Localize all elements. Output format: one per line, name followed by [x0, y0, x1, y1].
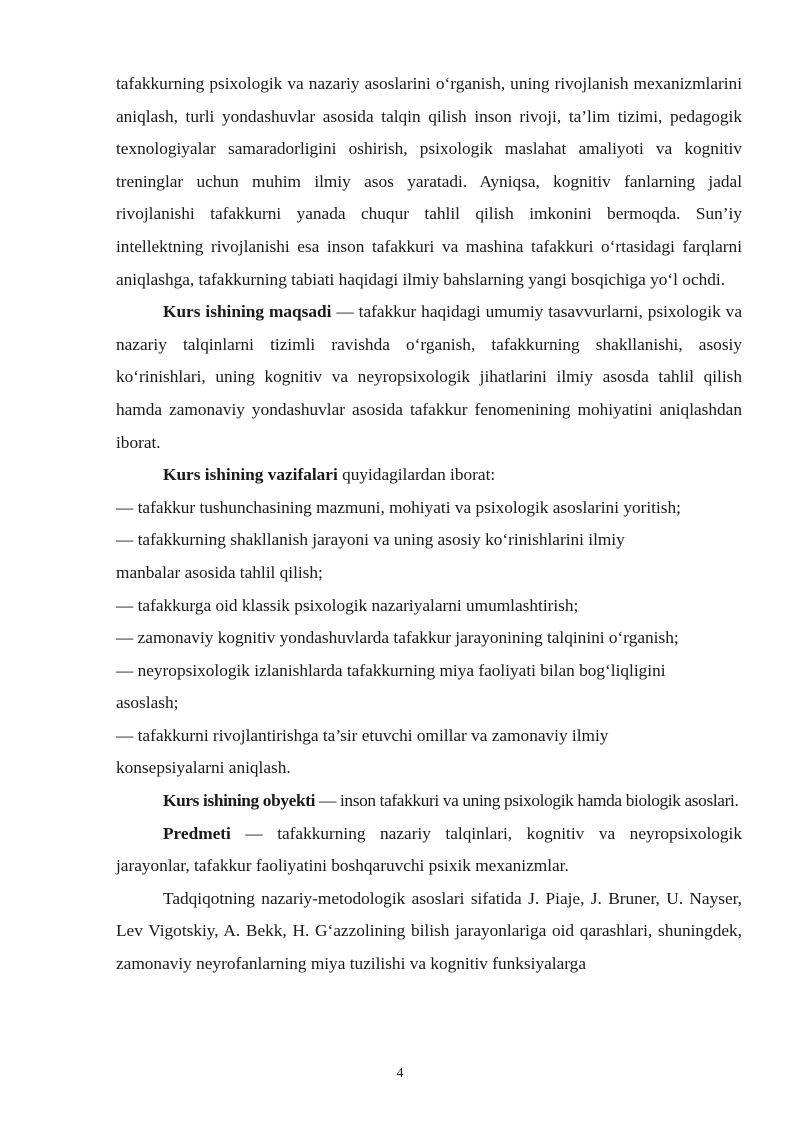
- object-label: Kurs ishining obyekti: [163, 791, 316, 811]
- task-item: — tafakkurning shakllanish jarayoni va uning asosiy ko‘rinishlarini ilmiy manbalar asosida tahlil qilish;: [116, 530, 625, 582]
- object-text: — inson tafakkuri va uning psixologik hamda biologik asoslari.: [315, 791, 739, 811]
- tasks-heading: [116, 459, 742, 492]
- tasks-label: Kurs ishining vazifalari: [163, 465, 338, 485]
- task-item: — tafakkurga oid klassik psixologik nazariyalarni umumlashtirish;: [116, 595, 579, 615]
- tasks-text: quyidagilardan iborat:: [337, 465, 496, 485]
- task-item: — tafakkur tushunchasining mazmuni, mohiyati va psixologik asoslarini yoritish;: [116, 497, 681, 517]
- intro-paragraph: tafakkurning psixologik va nazariy asoslarini o‘rganish, uning rivojlanish mexanizmlarini aniqlash, turli yondashuvlar asosida talqin qilish inson rivoji, ta’lim tizimi, pedagogik texnologiyalar samaradorligini oshirish, psixologik maslahat amaliyoti va kognitiv treninglar uchun muhim ilmiy asos yaratadi. Ayniqsa, kognitiv fanlarning jadal rivojlanishi tafakkurni yanada chuqur tahlil qilish imkonini bermoqda. Sun’iy intellektning rivojlanishi esa inson tafakkuri va mashina tafakkuri o‘rtasidagi farqlarni aniqlashga, tafakkurning tabiati haqidagi ilmiy bahslarning yangi bosqichiga yo‘l ochdi.: [116, 74, 742, 289]
- task-item: — neyropsixologik izlanishlarda tafakkurning miya faoliyati bilan bog‘liqligini asoslash;: [116, 660, 666, 713]
- goal-paragraph: [116, 296, 742, 459]
- task-item: — zamonaviy kognitiv yondashuvlarda tafakkur jarayonining talqinini o‘rganish;: [116, 628, 679, 648]
- task-item: — tafakkurni rivojlantirishga ta’sir etuvchi omillar va zamonaviy ilmiy konsepsiyalarni aniqlash.: [116, 725, 609, 778]
- methodology-paragraph: Tadqiqotning nazariy-metodologik asoslari sifatida J. Piaje, J. Bruner, U. Nayser, Lev Vigotskiy, A. Bekk, H. G‘azzolining bilish jarayonlariga oid qarashlari, shuningdek, zamonaviy neyrofanlarning miya tuzilishi va kognitiv funksiyalarga: [116, 888, 742, 974]
- page-number: 4: [396, 1066, 404, 1081]
- document-page: [116, 68, 742, 981]
- goal-label: Kurs ishining maqsadi: [163, 302, 332, 322]
- subject-paragraph: [116, 818, 742, 883]
- goal-text: — tafakkur haqidagi umumiy tasavvurlarni, psixologik va nazariy talqinlarni tizimli ravishda o‘rganish, tafakkurning shakllanishi, asosiy ko‘rinishlari, uning kognitiv va neyropsixologik jihatlarini ilmiy asosda tahlil qilish hamda zamonaviy yondashuvlar asosida tafakkur fenomenining mohiyatini aniqlashdan iborat.: [116, 302, 742, 452]
- object-paragraph: [116, 785, 742, 818]
- subject-label: Predmeti: [163, 823, 231, 843]
- subject-text: — tafakkurning nazariy talqinlari, kognitiv va neyropsixologik jarayonlar, tafakkur faoliyatini boshqaruvchi psixik mexanizmlar.: [116, 823, 742, 876]
